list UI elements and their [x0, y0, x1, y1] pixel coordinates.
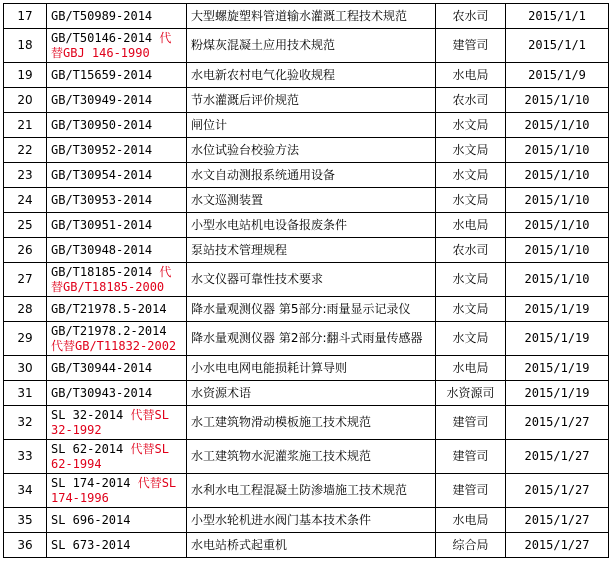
standard-code-cell [47, 381, 187, 406]
table-row [4, 533, 609, 558]
standard-title: 闸位计 [187, 113, 436, 138]
table-row [4, 322, 609, 356]
row-number: 33 [4, 440, 47, 474]
department: 水文局 [436, 188, 506, 213]
standard-code: GB/T30952-2014 [51, 142, 153, 157]
table-row [4, 508, 609, 533]
table-row [4, 29, 609, 63]
row-number: 29 [4, 322, 47, 356]
standard-code-cell [47, 88, 187, 113]
effective-date: 2015/1/1 [506, 4, 609, 29]
row-number: 18 [4, 29, 47, 63]
row-number: 23 [4, 163, 47, 188]
department: 建管司 [436, 474, 506, 508]
standard-code-cell [47, 138, 187, 163]
standard-code: GB/T21978.5-2014 [51, 301, 167, 316]
standard-code-cell [47, 406, 187, 440]
standard-code-cell [47, 263, 187, 297]
row-number: 25 [4, 213, 47, 238]
effective-date: 2015/1/10 [506, 188, 609, 213]
standard-title: 水工建筑物水泥灌浆施工技术规范 [187, 440, 436, 474]
department: 水文局 [436, 322, 506, 356]
standard-title: 大型螺旋塑料管道输水灌溉工程技术规范 [187, 4, 436, 29]
standard-code-cell [47, 29, 187, 63]
row-number: 36 [4, 533, 47, 558]
row-number: 32 [4, 406, 47, 440]
standard-code-cell [47, 533, 187, 558]
effective-date: 2015/1/27 [506, 533, 609, 558]
effective-date: 2015/1/27 [506, 508, 609, 533]
row-number: 34 [4, 474, 47, 508]
effective-date: 2015/1/27 [506, 440, 609, 474]
standard-code: GB/T30953-2014 [51, 192, 153, 207]
department: 建管司 [436, 440, 506, 474]
standard-title: 水文巡测装置 [187, 188, 436, 213]
table-row [4, 4, 609, 29]
department: 农水司 [436, 238, 506, 263]
standard-title: 水文自动测报系统通用设备 [187, 163, 436, 188]
standard-code: SL 62-2014 [51, 441, 131, 456]
standard-code-cell [47, 63, 187, 88]
standard-code-cell [47, 356, 187, 381]
effective-date: 2015/1/19 [506, 322, 609, 356]
row-number: 27 [4, 263, 47, 297]
row-number: 26 [4, 238, 47, 263]
standard-title: 水位试验台校验方法 [187, 138, 436, 163]
standard-code-cell [47, 188, 187, 213]
table-row [4, 440, 609, 474]
standard-title: 水文仪器可靠性技术要求 [187, 263, 436, 297]
replaced-standard-note: 代替SL 62-1994 [51, 441, 169, 471]
standard-code-cell [47, 440, 187, 474]
standard-code: SL 32-2014 [51, 407, 131, 422]
standards-table-body [4, 4, 609, 558]
table-row [4, 163, 609, 188]
table-row [4, 138, 609, 163]
standard-title: 小水电电网电能损耗计算导则 [187, 356, 436, 381]
standard-code: SL 673-2014 [51, 537, 131, 552]
effective-date: 2015/1/1 [506, 29, 609, 63]
effective-date: 2015/1/19 [506, 297, 609, 322]
standard-code: GB/T18185-2014 [51, 264, 160, 279]
standard-title: 降水量观测仪器 第5部分:雨量显示记录仪 [187, 297, 436, 322]
department: 水文局 [436, 138, 506, 163]
replaced-standard-note: 代替GB/T18185-2000 [51, 264, 172, 294]
standard-title: 水电新农村电气化验收规程 [187, 63, 436, 88]
table-row [4, 238, 609, 263]
effective-date: 2015/1/10 [506, 263, 609, 297]
standards-table [3, 3, 609, 558]
standard-code: GB/T50146-2014 [51, 30, 160, 45]
row-number: 30 [4, 356, 47, 381]
standard-code: GB/T21978.2-2014 [51, 323, 167, 338]
department: 水资源司 [436, 381, 506, 406]
standard-title: 节水灌溉后评价规范 [187, 88, 436, 113]
row-number: 31 [4, 381, 47, 406]
standard-code: GB/T50989-2014 [51, 8, 153, 23]
standard-code: GB/T30944-2014 [51, 360, 153, 375]
standard-code: GB/T30951-2014 [51, 217, 153, 232]
standard-code: GB/T30943-2014 [51, 385, 153, 400]
standard-title: 泵站技术管理规程 [187, 238, 436, 263]
row-number: 19 [4, 63, 47, 88]
standard-code-cell [47, 322, 187, 356]
standard-code-cell [47, 4, 187, 29]
standard-code-cell [47, 474, 187, 508]
row-number: 24 [4, 188, 47, 213]
standard-title: 小型水轮机进水阀门基本技术条件 [187, 508, 436, 533]
table-row [4, 297, 609, 322]
standard-code: GB/T30949-2014 [51, 92, 153, 107]
replaced-standard-note: 代替SL 174-1996 [51, 475, 177, 505]
standard-code-cell [47, 297, 187, 322]
department: 农水司 [436, 4, 506, 29]
department: 水电局 [436, 508, 506, 533]
table-row [4, 188, 609, 213]
standard-code-cell [47, 213, 187, 238]
effective-date: 2015/1/19 [506, 381, 609, 406]
standard-code: GB/T30954-2014 [51, 167, 153, 182]
table-row [4, 356, 609, 381]
table-row [4, 63, 609, 88]
department: 建管司 [436, 406, 506, 440]
effective-date: 2015/1/27 [506, 474, 609, 508]
department: 水电局 [436, 63, 506, 88]
table-row [4, 263, 609, 297]
table-row [4, 213, 609, 238]
department: 水文局 [436, 297, 506, 322]
row-number: 20 [4, 88, 47, 113]
standard-code-cell [47, 508, 187, 533]
row-number: 35 [4, 508, 47, 533]
replaced-standard-note: 代替SL 32-1992 [51, 407, 169, 437]
standard-title: 水工建筑物滑动模板施工技术规范 [187, 406, 436, 440]
standard-code: SL 696-2014 [51, 512, 131, 527]
table-row [4, 406, 609, 440]
standard-title: 小型水电站机电设备报废条件 [187, 213, 436, 238]
standard-title: 水电站桥式起重机 [187, 533, 436, 558]
standard-title: 粉煤灰混凝土应用技术规范 [187, 29, 436, 63]
effective-date: 2015/1/10 [506, 213, 609, 238]
standard-code: SL 174-2014 [51, 475, 138, 490]
effective-date: 2015/1/27 [506, 406, 609, 440]
replaced-standard-note: 代替GB/T11832-2002 [51, 338, 177, 353]
department: 水电局 [436, 356, 506, 381]
row-number: 17 [4, 4, 47, 29]
standard-title: 水资源术语 [187, 381, 436, 406]
effective-date: 2015/1/19 [506, 356, 609, 381]
department: 综合局 [436, 533, 506, 558]
effective-date: 2015/1/10 [506, 163, 609, 188]
department: 水文局 [436, 163, 506, 188]
table-row [4, 113, 609, 138]
table-row [4, 474, 609, 508]
effective-date: 2015/1/10 [506, 88, 609, 113]
row-number: 22 [4, 138, 47, 163]
department: 建管司 [436, 29, 506, 63]
department: 水文局 [436, 113, 506, 138]
standard-code: GB/T30950-2014 [51, 117, 153, 132]
table-row [4, 88, 609, 113]
effective-date: 2015/1/10 [506, 113, 609, 138]
department: 水文局 [436, 263, 506, 297]
standard-code-cell [47, 238, 187, 263]
row-number: 28 [4, 297, 47, 322]
department: 水电局 [436, 213, 506, 238]
standard-code: GB/T15659-2014 [51, 67, 153, 82]
standard-code-cell [47, 113, 187, 138]
row-number: 21 [4, 113, 47, 138]
department: 农水司 [436, 88, 506, 113]
standard-code: GB/T30948-2014 [51, 242, 153, 257]
standard-title: 降水量观测仪器 第2部分:翻斗式雨量传感器 [187, 322, 436, 356]
standard-title: 水利水电工程混凝土防渗墙施工技术规范 [187, 474, 436, 508]
standard-code-cell [47, 163, 187, 188]
effective-date: 2015/1/10 [506, 138, 609, 163]
replaced-standard-note: 代替GBJ 146-1990 [51, 30, 172, 60]
table-row [4, 381, 609, 406]
effective-date: 2015/1/9 [506, 63, 609, 88]
effective-date: 2015/1/10 [506, 238, 609, 263]
